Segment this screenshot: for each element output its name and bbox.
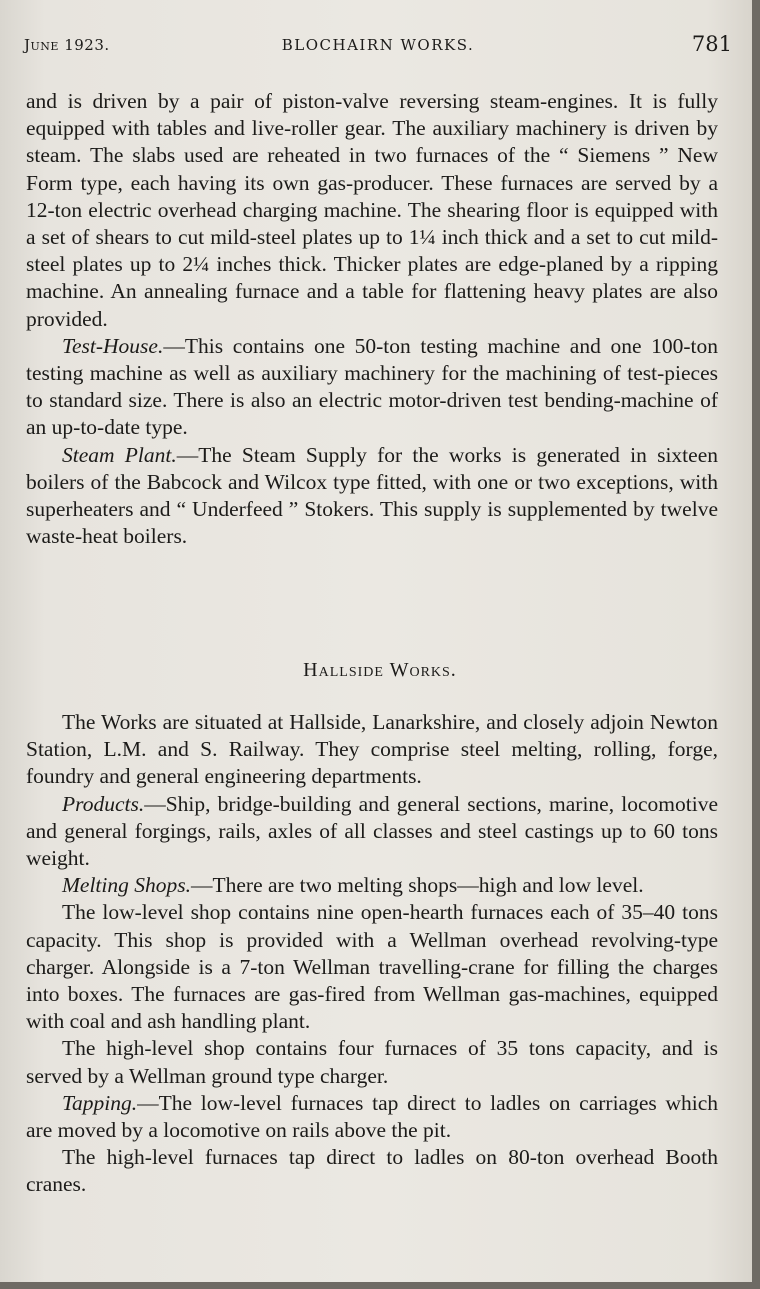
- paragraph-text: —There are two melting shops—high and low level.: [191, 873, 644, 898]
- paragraph-plate-mill: and is driven by a pair of piston-valve reversing steam-engines. It is fully equipped with tables and live-roller gear. The auxiliary machinery is driven by steam. The slabs used are reheated in two furnaces of the “ Siemens ” New Form type, each having its own gas-producer. These furnaces are served by a 12-ton electric overhead charging machine. The shearing floor is equipped with a set of shears to cut mild-steel plates up to 1¼ inch thick and a set to cut mild-steel plates up to 2¼ inches thick. Thicker plates are edge-planed by a ripping machine. An annealing furnace and a table for flattening heavy plates are also provided.: [26, 89, 718, 331]
- run-in-heading-test-house: Test-House.: [62, 333, 164, 358]
- page-number: 781: [691, 32, 732, 56]
- paragraph-text: —The Steam Supply for the works is generated in sixteen boilers of the Babcock and Wilcox type fitted, with one or two exceptions, with superheaters and “ Underfeed ” Stokers. This supply is supplemented by twelve waste-heat boilers.: [26, 442, 718, 549]
- paragraph-location: The Works are situated at Hallside, Lanarkshire, and closely adjoin Newton Station, L.M. and S. Railway. They comprise steel melting, rolling, forge, foundry and general engineering departments.: [26, 710, 718, 789]
- run-in-heading-steam-plant: Steam Plant.: [62, 442, 177, 467]
- section-heading: Hallside Works.: [303, 659, 457, 681]
- paragraph-text: —This contains one 50-ton testing machine and one 100-ton testing machine as well as auxiliary machinery for the machining of test-pieces to standard size. There is also an electric motor-driven test bending-machine of an up-to-date type.: [26, 333, 718, 440]
- paragraph-melting-shops: [26, 872, 718, 899]
- header-title: BLOCHAIRN WORKS.: [281, 36, 475, 54]
- run-in-heading-melting-shops: Melting Shops.: [62, 873, 191, 898]
- paragraph-test-house: [26, 333, 718, 442]
- paragraph-products: [26, 791, 718, 873]
- running-head: [24, 32, 732, 58]
- run-in-heading-tapping: Tapping.: [62, 1090, 138, 1115]
- paragraph-steam-plant: [26, 442, 718, 551]
- paragraph-high-level-shop: The high-level shop contains four furnaces of 35 tons capacity, and is served by a Wellman ground type charger.: [26, 1036, 718, 1088]
- blochairn-text-block: [26, 88, 718, 550]
- page-edge-shadow: [752, 0, 760, 1289]
- run-in-heading-products: Products.: [62, 791, 145, 816]
- paragraph-tapping: [26, 1090, 718, 1144]
- paragraph-high-level-tapping: The high-level furnaces tap direct to ladles on 80-ton overhead Booth cranes.: [26, 1145, 718, 1197]
- paragraph-text: —The low-level furnaces tap direct to ladles on carriages which are moved by a locomotive on rails above the pit.: [26, 1090, 718, 1143]
- paragraph-low-level-shop: The low-level shop contains nine open-hearth furnaces each of 35–40 tons capacity. This shop is provided with a Wellman overhead revolving-type charger. Alongside is a 7-ton Wellman travelling-crane for filling the charges into boxes. The furnaces are gas-fired from Wellman gas-machines, equipped with coal and ash handling plant.: [26, 900, 718, 1034]
- header-date: June 1923.: [24, 36, 110, 54]
- hallside-text-block: [26, 709, 718, 1199]
- page-edge-shadow: [0, 1282, 760, 1289]
- paragraph-text: —Ship, bridge-building and general sections, marine, locomotive and general forgings, rails, axles of all classes and steel castings up to 60 tons weight.: [26, 791, 718, 871]
